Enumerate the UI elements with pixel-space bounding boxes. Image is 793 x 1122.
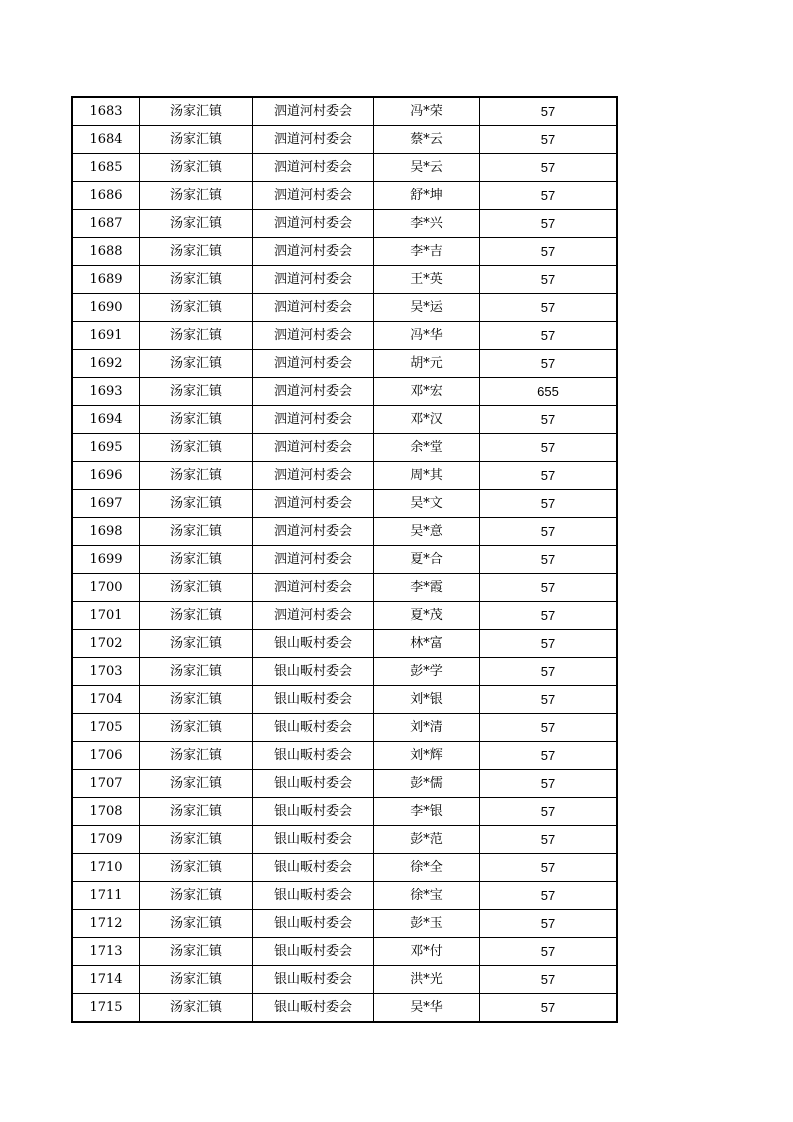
table-row xyxy=(72,154,617,182)
person-name-cell: 胡*元 xyxy=(374,350,480,378)
row-number-cell: 1712 xyxy=(72,910,140,938)
village-committee-cell: 泗道河村委会 xyxy=(253,406,374,434)
amount-cell: 655 xyxy=(480,378,618,406)
person-name-cell: 舒*坤 xyxy=(374,182,480,210)
person-name-cell: 夏*茂 xyxy=(374,602,480,630)
person-name-cell: 吴*文 xyxy=(374,490,480,518)
person-name-cell: 邓*汉 xyxy=(374,406,480,434)
table-row xyxy=(72,602,617,630)
amount-cell: 57 xyxy=(480,714,618,742)
row-number-cell: 1713 xyxy=(72,938,140,966)
town-cell: 汤家汇镇 xyxy=(140,126,253,154)
row-number-cell: 1684 xyxy=(72,126,140,154)
amount-cell: 57 xyxy=(480,742,618,770)
table-row xyxy=(72,182,617,210)
amount-cell: 57 xyxy=(480,182,618,210)
amount-cell: 57 xyxy=(480,97,618,126)
village-committee-cell: 银山畈村委会 xyxy=(253,714,374,742)
row-number-cell: 1702 xyxy=(72,630,140,658)
village-committee-cell: 泗道河村委会 xyxy=(253,378,374,406)
row-number-cell: 1710 xyxy=(72,854,140,882)
table-row xyxy=(72,798,617,826)
village-committee-cell: 银山畈村委会 xyxy=(253,966,374,994)
village-committee-cell: 泗道河村委会 xyxy=(253,182,374,210)
town-cell: 汤家汇镇 xyxy=(140,238,253,266)
amount-cell: 57 xyxy=(480,490,618,518)
person-name-cell: 冯*华 xyxy=(374,322,480,350)
person-name-cell: 周*其 xyxy=(374,462,480,490)
town-cell: 汤家汇镇 xyxy=(140,378,253,406)
table-row xyxy=(72,630,617,658)
table-row xyxy=(72,350,617,378)
table-row xyxy=(72,714,617,742)
village-committee-cell: 银山畈村委会 xyxy=(253,686,374,714)
amount-cell: 57 xyxy=(480,826,618,854)
person-name-cell: 林*富 xyxy=(374,630,480,658)
row-number-cell: 1683 xyxy=(72,97,140,126)
table-row xyxy=(72,238,617,266)
amount-cell: 57 xyxy=(480,938,618,966)
village-committee-cell: 泗道河村委会 xyxy=(253,490,374,518)
row-number-cell: 1715 xyxy=(72,994,140,1023)
table-row xyxy=(72,210,617,238)
row-number-cell: 1686 xyxy=(72,182,140,210)
amount-cell: 57 xyxy=(480,994,618,1023)
row-number-cell: 1691 xyxy=(72,322,140,350)
person-name-cell: 王*英 xyxy=(374,266,480,294)
town-cell: 汤家汇镇 xyxy=(140,854,253,882)
person-name-cell: 彭*范 xyxy=(374,826,480,854)
amount-cell: 57 xyxy=(480,602,618,630)
town-cell: 汤家汇镇 xyxy=(140,938,253,966)
village-committee-cell: 泗道河村委会 xyxy=(253,97,374,126)
amount-cell: 57 xyxy=(480,434,618,462)
person-name-cell: 吴*意 xyxy=(374,518,480,546)
village-committee-cell: 泗道河村委会 xyxy=(253,574,374,602)
row-number-cell: 1688 xyxy=(72,238,140,266)
row-number-cell: 1707 xyxy=(72,770,140,798)
village-committee-cell: 银山畈村委会 xyxy=(253,798,374,826)
town-cell: 汤家汇镇 xyxy=(140,602,253,630)
village-committee-cell: 泗道河村委会 xyxy=(253,238,374,266)
person-name-cell: 徐*全 xyxy=(374,854,480,882)
row-number-cell: 1692 xyxy=(72,350,140,378)
village-committee-cell: 泗道河村委会 xyxy=(253,154,374,182)
amount-cell: 57 xyxy=(480,350,618,378)
amount-cell: 57 xyxy=(480,770,618,798)
town-cell: 汤家汇镇 xyxy=(140,966,253,994)
row-number-cell: 1698 xyxy=(72,518,140,546)
amount-cell: 57 xyxy=(480,854,618,882)
town-cell: 汤家汇镇 xyxy=(140,210,253,238)
village-committee-cell: 银山畈村委会 xyxy=(253,770,374,798)
table-row xyxy=(72,770,617,798)
table-row xyxy=(72,294,617,322)
village-committee-cell: 银山畈村委会 xyxy=(253,882,374,910)
table-row xyxy=(72,854,617,882)
person-name-cell: 彭*玉 xyxy=(374,910,480,938)
table-row xyxy=(72,966,617,994)
person-name-cell: 邓*宏 xyxy=(374,378,480,406)
village-committee-cell: 泗道河村委会 xyxy=(253,518,374,546)
village-committee-cell: 泗道河村委会 xyxy=(253,602,374,630)
town-cell: 汤家汇镇 xyxy=(140,630,253,658)
person-name-cell: 刘*清 xyxy=(374,714,480,742)
row-number-cell: 1689 xyxy=(72,266,140,294)
town-cell: 汤家汇镇 xyxy=(140,826,253,854)
person-name-cell: 蔡*云 xyxy=(374,126,480,154)
table-row xyxy=(72,378,617,406)
amount-cell: 57 xyxy=(480,294,618,322)
amount-cell: 57 xyxy=(480,406,618,434)
row-number-cell: 1687 xyxy=(72,210,140,238)
village-committee-cell: 泗道河村委会 xyxy=(253,294,374,322)
table-row xyxy=(72,882,617,910)
amount-cell: 57 xyxy=(480,910,618,938)
amount-cell: 57 xyxy=(480,882,618,910)
table-row xyxy=(72,994,617,1023)
town-cell: 汤家汇镇 xyxy=(140,994,253,1023)
town-cell: 汤家汇镇 xyxy=(140,658,253,686)
table-row xyxy=(72,97,617,126)
row-number-cell: 1690 xyxy=(72,294,140,322)
amount-cell: 57 xyxy=(480,658,618,686)
village-committee-cell: 泗道河村委会 xyxy=(253,462,374,490)
amount-cell: 57 xyxy=(480,462,618,490)
person-name-cell: 余*堂 xyxy=(374,434,480,462)
table-row xyxy=(72,938,617,966)
village-committee-cell: 泗道河村委会 xyxy=(253,434,374,462)
person-name-cell: 邓*付 xyxy=(374,938,480,966)
person-name-cell: 洪*光 xyxy=(374,966,480,994)
person-name-cell: 李*霞 xyxy=(374,574,480,602)
town-cell: 汤家汇镇 xyxy=(140,882,253,910)
person-name-cell: 吴*华 xyxy=(374,994,480,1023)
town-cell: 汤家汇镇 xyxy=(140,462,253,490)
person-name-cell: 李*吉 xyxy=(374,238,480,266)
row-number-cell: 1696 xyxy=(72,462,140,490)
town-cell: 汤家汇镇 xyxy=(140,350,253,378)
person-name-cell: 冯*荣 xyxy=(374,97,480,126)
person-name-cell: 刘*银 xyxy=(374,686,480,714)
table-row xyxy=(72,406,617,434)
village-committee-cell: 泗道河村委会 xyxy=(253,266,374,294)
town-cell: 汤家汇镇 xyxy=(140,182,253,210)
row-number-cell: 1703 xyxy=(72,658,140,686)
town-cell: 汤家汇镇 xyxy=(140,406,253,434)
town-cell: 汤家汇镇 xyxy=(140,546,253,574)
town-cell: 汤家汇镇 xyxy=(140,714,253,742)
village-committee-cell: 银山畈村委会 xyxy=(253,994,374,1023)
town-cell: 汤家汇镇 xyxy=(140,518,253,546)
row-number-cell: 1699 xyxy=(72,546,140,574)
amount-cell: 57 xyxy=(480,966,618,994)
row-number-cell: 1704 xyxy=(72,686,140,714)
person-name-cell: 彭*儒 xyxy=(374,770,480,798)
amount-cell: 57 xyxy=(480,798,618,826)
table-row xyxy=(72,826,617,854)
row-number-cell: 1709 xyxy=(72,826,140,854)
town-cell: 汤家汇镇 xyxy=(140,742,253,770)
table-row xyxy=(72,574,617,602)
village-committee-cell: 银山畈村委会 xyxy=(253,742,374,770)
town-cell: 汤家汇镇 xyxy=(140,97,253,126)
row-number-cell: 1706 xyxy=(72,742,140,770)
village-committee-cell: 银山畈村委会 xyxy=(253,658,374,686)
person-name-cell: 吴*运 xyxy=(374,294,480,322)
table-row xyxy=(72,518,617,546)
table-row xyxy=(72,126,617,154)
amount-cell: 57 xyxy=(480,154,618,182)
amount-cell: 57 xyxy=(480,630,618,658)
village-committee-cell: 银山畈村委会 xyxy=(253,854,374,882)
village-committee-cell: 银山畈村委会 xyxy=(253,910,374,938)
row-number-cell: 1705 xyxy=(72,714,140,742)
table-row xyxy=(72,910,617,938)
person-name-cell: 李*兴 xyxy=(374,210,480,238)
amount-cell: 57 xyxy=(480,266,618,294)
row-number-cell: 1701 xyxy=(72,602,140,630)
town-cell: 汤家汇镇 xyxy=(140,798,253,826)
table-row xyxy=(72,434,617,462)
town-cell: 汤家汇镇 xyxy=(140,294,253,322)
table-row xyxy=(72,266,617,294)
town-cell: 汤家汇镇 xyxy=(140,686,253,714)
amount-cell: 57 xyxy=(480,574,618,602)
row-number-cell: 1693 xyxy=(72,378,140,406)
village-committee-cell: 银山畈村委会 xyxy=(253,938,374,966)
village-committee-cell: 泗道河村委会 xyxy=(253,350,374,378)
row-number-cell: 1694 xyxy=(72,406,140,434)
town-cell: 汤家汇镇 xyxy=(140,434,253,462)
village-committee-cell: 银山畈村委会 xyxy=(253,826,374,854)
table-row xyxy=(72,546,617,574)
row-number-cell: 1708 xyxy=(72,798,140,826)
village-committee-cell: 泗道河村委会 xyxy=(253,210,374,238)
town-cell: 汤家汇镇 xyxy=(140,490,253,518)
row-number-cell: 1685 xyxy=(72,154,140,182)
town-cell: 汤家汇镇 xyxy=(140,154,253,182)
table-row xyxy=(72,490,617,518)
table-row xyxy=(72,462,617,490)
amount-cell: 57 xyxy=(480,210,618,238)
person-name-cell: 夏*合 xyxy=(374,546,480,574)
town-cell: 汤家汇镇 xyxy=(140,910,253,938)
row-number-cell: 1714 xyxy=(72,966,140,994)
row-number-cell: 1695 xyxy=(72,434,140,462)
amount-cell: 57 xyxy=(480,546,618,574)
table-row xyxy=(72,658,617,686)
person-name-cell: 吴*云 xyxy=(374,154,480,182)
town-cell: 汤家汇镇 xyxy=(140,266,253,294)
amount-cell: 57 xyxy=(480,238,618,266)
row-number-cell: 1697 xyxy=(72,490,140,518)
person-name-cell: 徐*宝 xyxy=(374,882,480,910)
person-name-cell: 彭*学 xyxy=(374,658,480,686)
person-name-cell: 李*银 xyxy=(374,798,480,826)
town-cell: 汤家汇镇 xyxy=(140,322,253,350)
amount-cell: 57 xyxy=(480,518,618,546)
town-cell: 汤家汇镇 xyxy=(140,574,253,602)
town-cell: 汤家汇镇 xyxy=(140,770,253,798)
row-number-cell: 1700 xyxy=(72,574,140,602)
table-row xyxy=(72,322,617,350)
amount-cell: 57 xyxy=(480,126,618,154)
table-row xyxy=(72,742,617,770)
person-name-cell: 刘*辉 xyxy=(374,742,480,770)
roster-table-body xyxy=(72,97,617,1022)
amount-cell: 57 xyxy=(480,322,618,350)
village-committee-cell: 银山畈村委会 xyxy=(253,630,374,658)
village-committee-cell: 泗道河村委会 xyxy=(253,546,374,574)
village-committee-cell: 泗道河村委会 xyxy=(253,322,374,350)
amount-cell: 57 xyxy=(480,686,618,714)
table-row xyxy=(72,686,617,714)
row-number-cell: 1711 xyxy=(72,882,140,910)
roster-table xyxy=(71,96,618,1023)
village-committee-cell: 泗道河村委会 xyxy=(253,126,374,154)
